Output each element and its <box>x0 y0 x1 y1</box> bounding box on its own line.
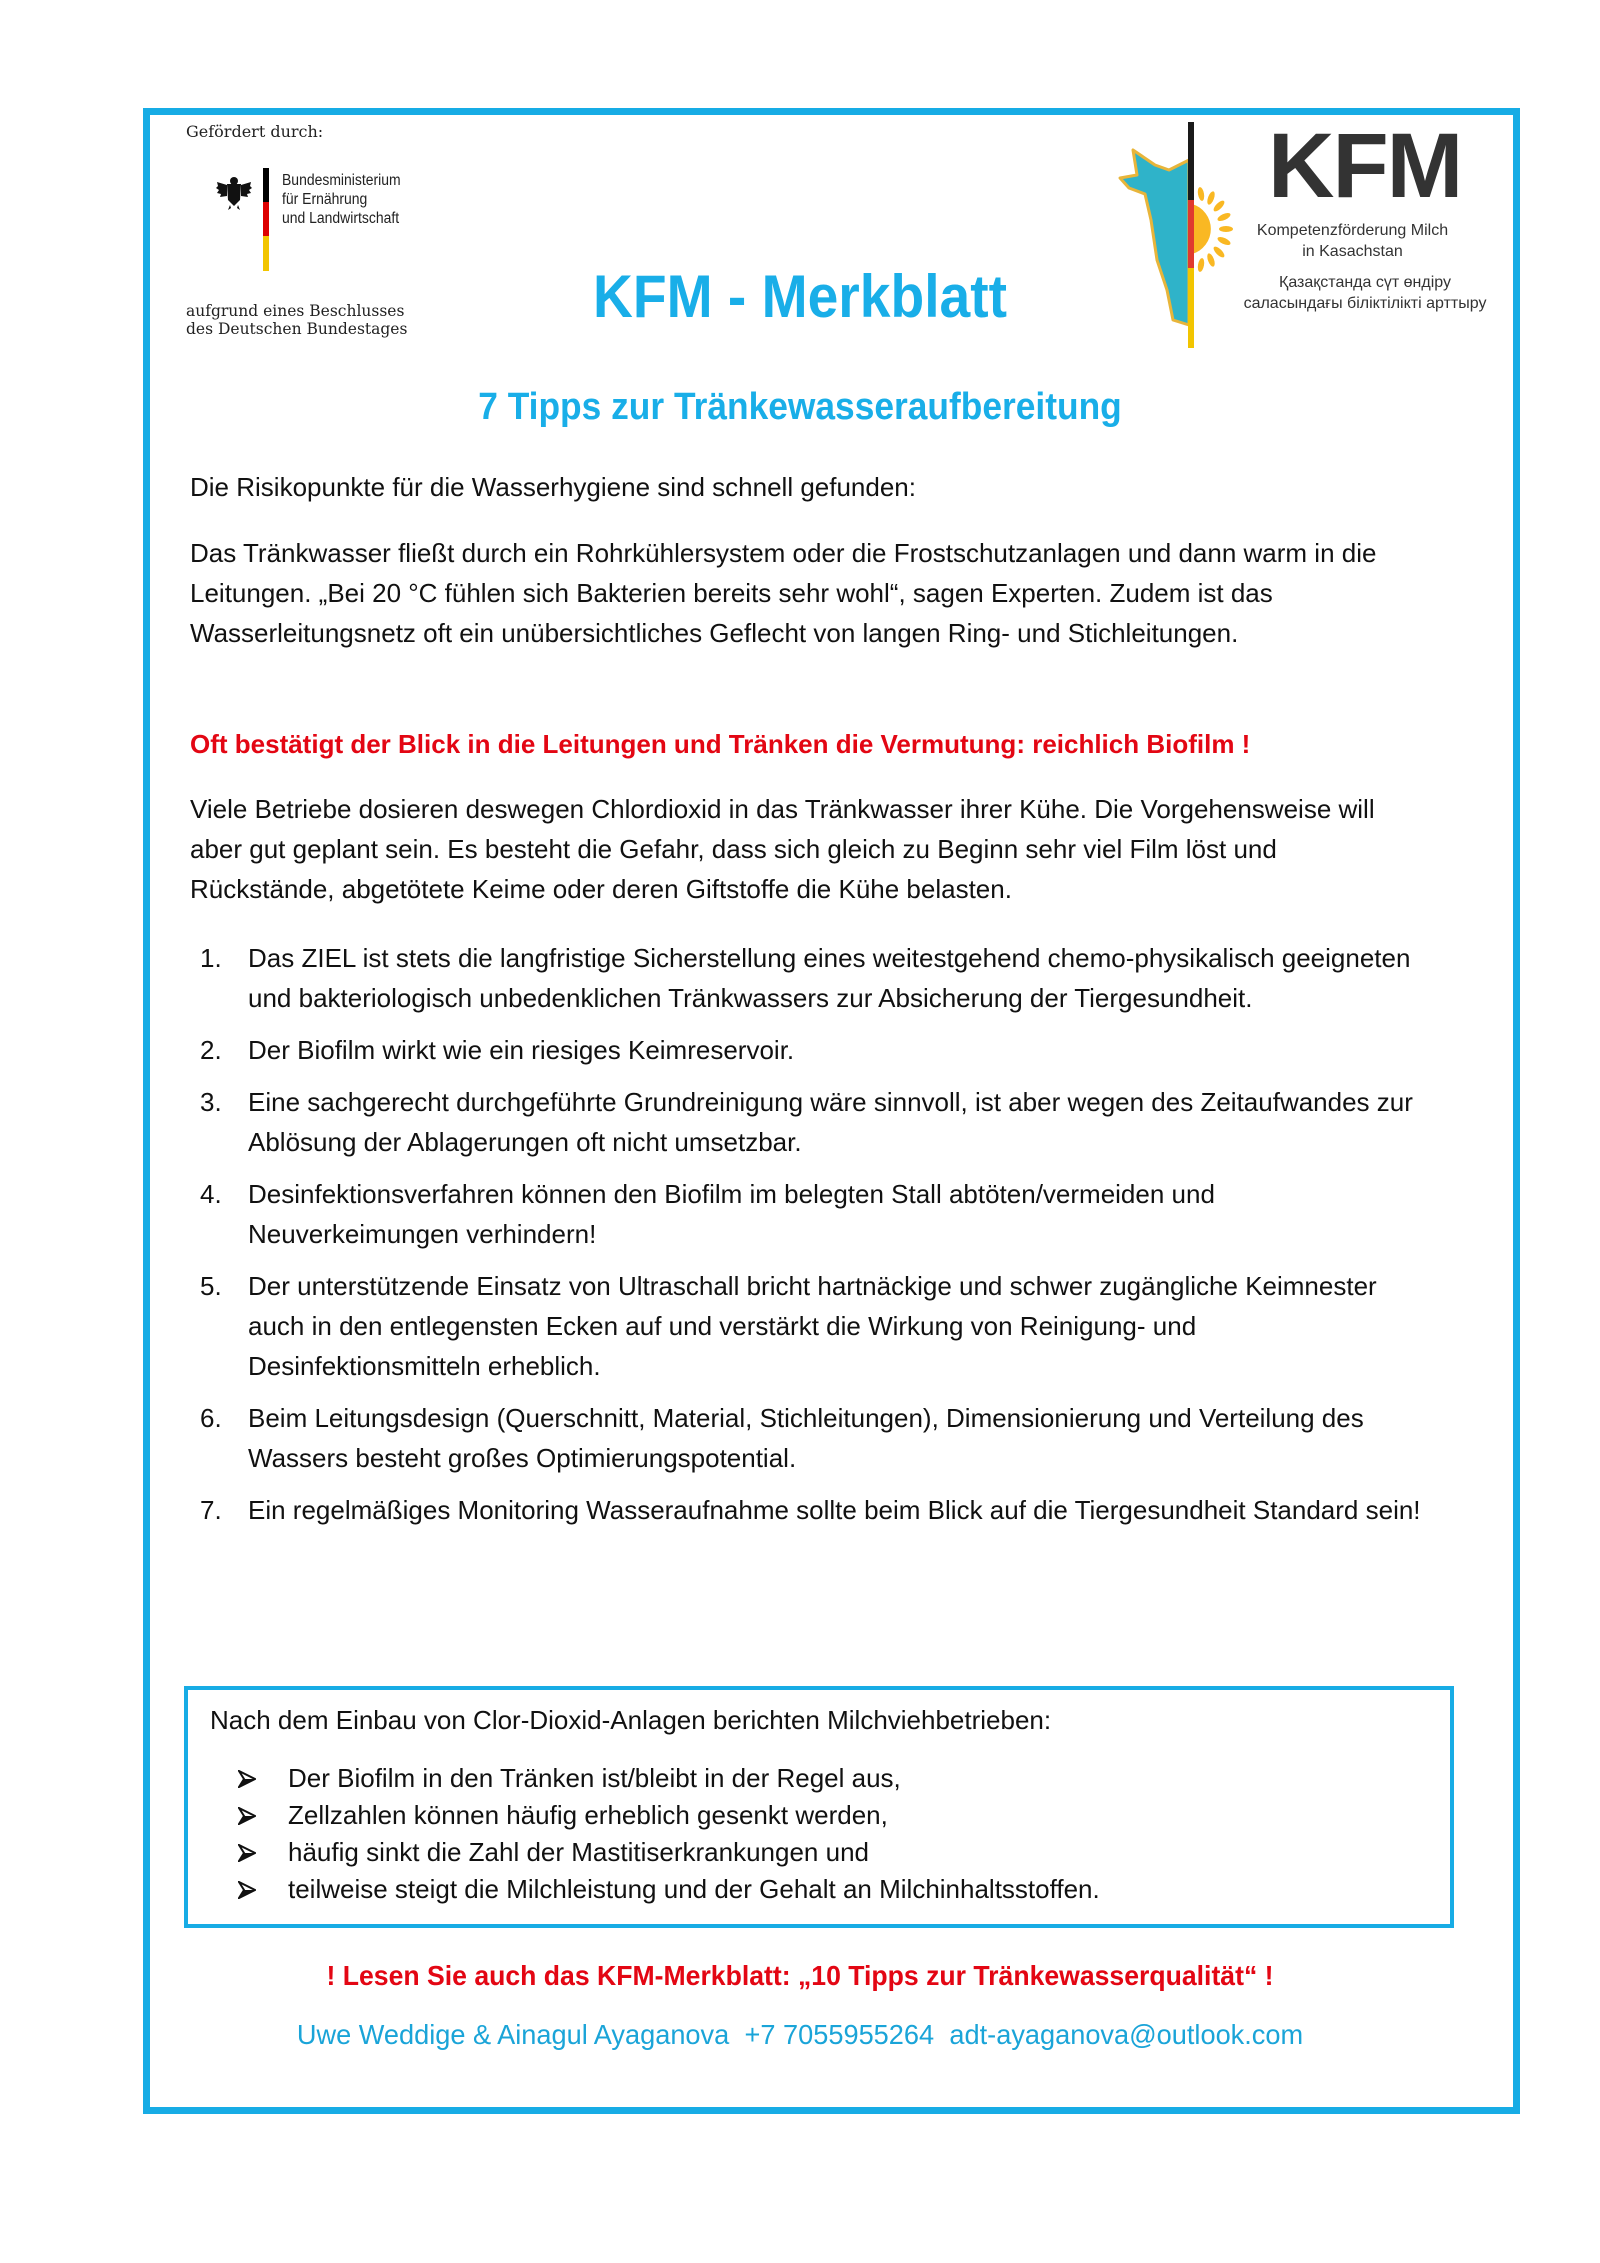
result-text: teilweise steigt die Milchleistung und der Gehalt an Milchinhaltsstoffen. <box>288 1874 1100 1904</box>
contact-email[interactable]: adt-ayaganova@outlook.com <box>949 2019 1304 2050</box>
tip-text: Beim Leitungsdesign (Querschnitt, Material, Stichleitungen), Dimensionierung und Verteilung des Wassers besteht großes Optimierungspotential. <box>248 1403 1364 1473</box>
tip-number: 3. <box>200 1087 222 1117</box>
results-list <box>238 1760 1100 1908</box>
funding-label: Gefördert durch: <box>186 122 324 141</box>
tip-item <box>190 1398 1430 1478</box>
contact-line <box>24 2017 1576 2053</box>
tip-number: 2. <box>200 1035 222 1065</box>
result-item <box>238 1834 1100 1871</box>
result-item <box>238 1871 1100 1908</box>
kfm-subtitle-line: Kompetenzförderung Milch <box>1256 222 1449 239</box>
tips-list <box>190 938 1430 1542</box>
ministry-line: Bundesministerium <box>282 172 401 189</box>
tip-item <box>190 938 1430 1018</box>
contact-authors: Uwe Weddige & Ainagul Ayaganova <box>296 2019 730 2050</box>
result-text: Zellzahlen können häufig erheblich gesenkt werden, <box>288 1800 888 1830</box>
contact-phone[interactable]: +7 7055955264 <box>744 2019 935 2050</box>
result-text: häufig sinkt die Zahl der Mastitiserkrankungen und <box>288 1837 869 1867</box>
results-box-title: Nach dem Einbau von Clor-Dioxid-Anlagen berichten Milchviehbetrieben: <box>210 1705 1052 1735</box>
tip-item <box>190 1082 1430 1162</box>
tip-number: 6. <box>200 1403 222 1433</box>
tip-text: Der unterstützende Einsatz von Ultraschall bricht hartnäckige und schwer zugängliche Keimnester auch in den entlegensten Ecken auf und verstärkt die Wirkung von Reinigung- und Desinfektionsmitteln erheblich. <box>248 1271 1377 1381</box>
result-item <box>238 1797 1100 1834</box>
tip-item <box>190 1266 1430 1386</box>
read-also-note: ! Lesen Sie auch das KFM-Merkblatt: „10 Tipps zur Tränkewasserqualität“ ! <box>326 1960 1274 1991</box>
ministry-line: für Ernährung <box>282 191 368 208</box>
kfm-subtitle-line: Қазақстанда сүт өндіру <box>1279 274 1451 291</box>
bundestag-line: aufgrund eines Beschlusses <box>186 302 405 320</box>
tip-item <box>190 1490 1430 1530</box>
tip-text: Desinfektionsverfahren können den Biofilm im belegten Stall abtöten/vermeiden und Neuverkeimungen verhindern! <box>248 1179 1215 1249</box>
document-subtitle: 7 Tipps zur Tränkewasseraufbereitung <box>478 386 1122 428</box>
result-text: Der Biofilm in den Tränken ist/bleibt in der Regel aus, <box>288 1763 901 1793</box>
tip-text: Eine sachgerecht durchgeführte Grundreinigung wäre sinnvoll, ist aber wegen des Zeitaufwandes zur Ablösung der Ablagerungen oft nicht umsetzbar. <box>248 1087 1413 1157</box>
document-title: KFM - Merkblatt <box>593 263 1007 330</box>
tip-number: 1. <box>200 943 222 973</box>
paragraph-chlorine-dioxide: Viele Betriebe dosieren deswegen Chlordioxid in das Tränkwasser ihrer Kühe. Die Vorgehensweise will aber gut geplant sein. Es besteht die Gefahr, dass sich gleich zu Beginn sehr viel Film löst und Rückstände, abgetötete Keime oder deren Giftstoffe die Kühe belasten. <box>190 794 1375 904</box>
kfm-logo-title: KFM <box>1268 115 1462 217</box>
tip-text: Ein regelmäßiges Monitoring Wasseraufnahme sollte beim Blick auf die Tiergesundheit Standard sein! <box>248 1495 1421 1525</box>
tip-item <box>190 1174 1430 1254</box>
kfm-subtitle-line: саласындағы біліктілікті арттыру <box>1243 295 1487 312</box>
arrowhead-bullet-icon <box>238 1881 256 1899</box>
bundestag-line: des Deutschen Bundestages <box>186 320 408 338</box>
tip-text: Das ZIEL ist stets die langfristige Sicherstellung eines weitestgehend chemo-physikalisch geeigneten und bakteriologisch unbedenklichen Tränkwassers zur Absicherung der Tiergesundheit. <box>248 943 1411 1013</box>
ministry-name <box>282 171 401 228</box>
kfm-logo-subtitle-de <box>1215 220 1490 262</box>
tip-number: 5. <box>200 1271 222 1301</box>
biofilm-warning: Oft bestätigt der Blick in die Leitungen und Tränken die Vermutung: reichlich Biofilm ! <box>190 729 1251 759</box>
paragraph-risks: Das Tränkwasser fließt durch ein Rohrkühlersystem oder die Frostschutzanlagen und dann warm in die Leitungen. „Bei 20 °C fühlen sich Bakterien bereits sehr wohl“, sagen Experten. Zudem ist das Wasserleitungsnetz oft ein unübersichtliches Geflecht von langen Ring- und Stichleitungen. <box>190 538 1377 648</box>
tip-number: 4. <box>200 1179 222 1209</box>
kfm-subtitle-line: in Kasachstan <box>1302 243 1403 260</box>
arrowhead-bullet-icon <box>238 1844 256 1862</box>
arrowhead-bullet-icon <box>238 1807 256 1825</box>
tip-item <box>190 1030 1430 1070</box>
result-item <box>238 1760 1100 1797</box>
results-box <box>184 1686 1454 1928</box>
ministry-line: und Landwirtschaft <box>282 210 400 227</box>
tip-text: Der Biofilm wirkt wie ein riesiges Keimreservoir. <box>248 1035 795 1065</box>
federal-eagle-icon <box>214 172 254 212</box>
german-flag-bar <box>263 168 269 271</box>
arrowhead-bullet-icon <box>238 1770 256 1788</box>
intro-text: Die Risikopunkte für die Wasserhygiene sind schnell gefunden: <box>190 472 916 502</box>
tip-number: 7. <box>200 1495 222 1525</box>
